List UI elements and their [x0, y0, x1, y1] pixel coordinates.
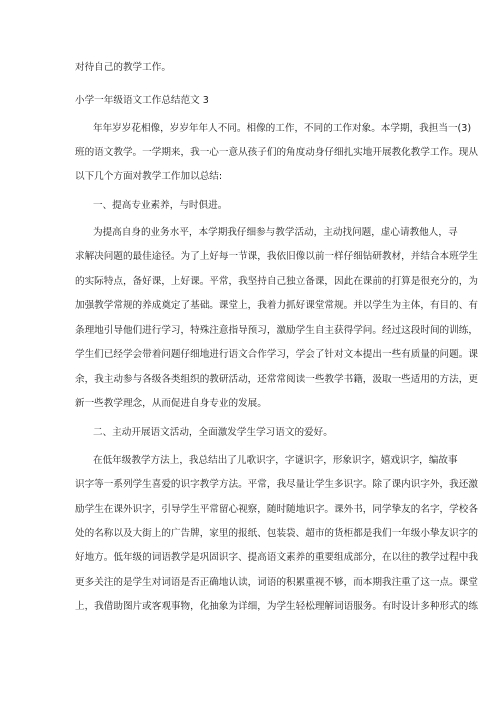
paragraph-line: 求解决问题的最佳途径。为了上好每一节课，我依旧像以前一样仔细钻研教材，并结合本班学生: [75, 251, 478, 262]
paragraph-line: 以下几个方面对教学工作加以总结:: [75, 171, 223, 182]
section-heading-2: 二、主动开展语文活动，全面激发学生学习语文的爱好。: [93, 427, 333, 438]
paragraph-line: 在低年级教学方法上，我总结出了儿歌识字，字谜识字，形象识字，嬉戏识字，编故事: [93, 455, 458, 466]
paragraph-line: 励学生在课外识字，引导学生平常留心视察，随时随地识字。课外书，同学挚友的名字，学校各: [75, 504, 478, 515]
document-title: 小学一年级语文工作总结范文 3: [75, 95, 209, 106]
paragraph-line: 新一些教学理念，从而促进自身专业的发展。: [75, 398, 267, 409]
closing-line: 对待自己的教学工作。: [75, 62, 171, 73]
paragraph-line: 学生们已经学会带着问题仔细地进行语文合作学习，学会了针对文本提出一些有质量的问题。课: [75, 349, 478, 360]
paragraph-line: 更多关注的是学生对词语是否正确地认读，词语的积累重视不够，而本期我注重了这一点。课堂: [75, 577, 478, 588]
section-heading-1: 一、提高专业素养，与时俱进。: [93, 200, 228, 211]
paragraph-line: 余，我主动参与各级各类组织的教研活动，还常常阅读一些教学书籍，汲取一些适用的方法，更: [75, 374, 478, 385]
paragraph-line: 为提高自身的业务水平，本学期我仔细参与教学活动，主动找问题，虚心请教他人，寻: [93, 227, 458, 238]
paragraph-line: 处的名称以及大街上的广告牌，家里的报纸、包装袋、超市的货柜都是我们一年级小挚友识字的: [75, 528, 478, 539]
paragraph-line: 识字等一系列学生喜爱的识字教学方法。平常，我尽量让学生多识字。除了课内识字外，我还激: [75, 479, 478, 490]
paragraph-line: 年年岁岁花相像，岁岁年年人不同。相像的工作，不同的工作对象。本学期，我担当一(3): [93, 123, 472, 134]
paragraph-line: 上，我借助图片或客观事物，化抽象为详细，为学生轻松理解词语服务。有时设计多种形式的练: [75, 601, 478, 612]
paragraph-line: 条理地引导他们进行学习，特殊注意指导预习，激励学生自主获得学问。经过这段时间的训练，: [75, 325, 478, 336]
paragraph-line: 好地方。低年级的词语教学是巩固识字、提高语文素养的重要组成部分，在以往的教学过程中我: [75, 552, 478, 563]
paragraph-line: 的实际特点，备好课，上好课。平常，我坚持自己独立备课，因此在课前的打算是很充分的，为: [75, 276, 478, 287]
paragraph-line: 加强教学常规的养成奠定了基础。课堂上，我着力抓好课堂常规。并以学生为主体，有目的、有: [75, 300, 478, 311]
paragraph-line: 班的语文教学。一学期来，我一心一意从孩子们的角度动身仔细扎实地开展教化教学工作。现从: [75, 147, 478, 158]
